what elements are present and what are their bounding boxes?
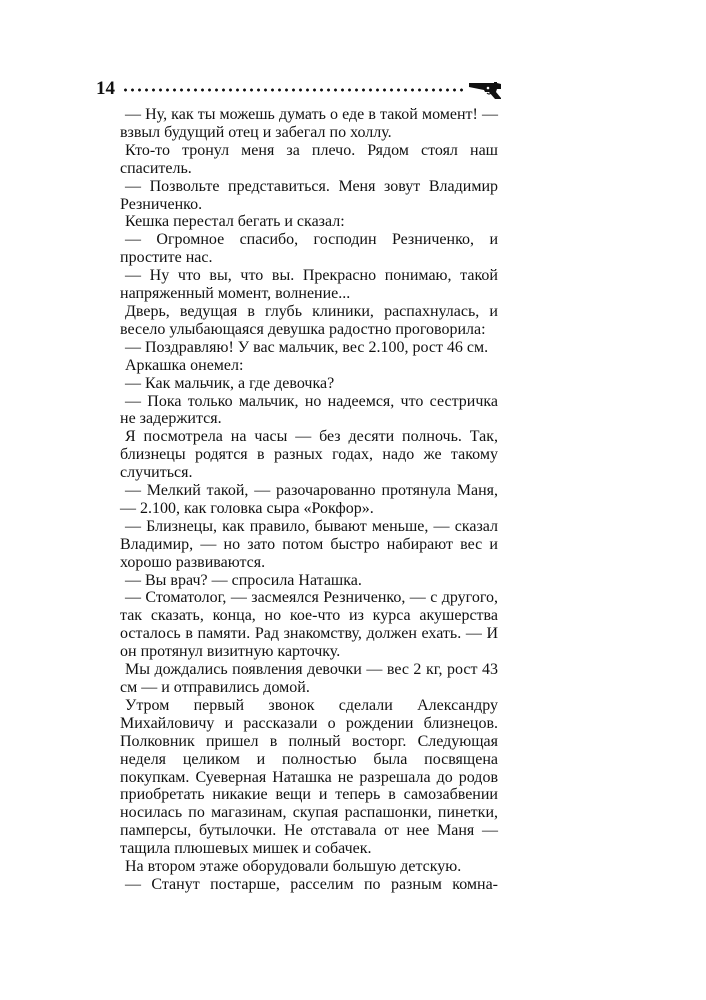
paragraph: — Как мальчик, а где девочка? <box>125 374 335 392</box>
paragraph: — Поздравляю! У вас мальчик, вес 2.100, рост 46 см. <box>125 338 489 356</box>
paragraph: Аркашка онемел: <box>125 356 244 374</box>
paragraph: — Вы врач? — спросила Наташка. <box>125 571 362 589</box>
paragraph: — Огромное спасибо, господин Резниченко, и простите нас. <box>120 231 498 267</box>
paragraph: Мы дождались появления девочки — вес 2 кг, рост 43 см — и отправились домой. <box>120 661 498 696</box>
paragraph: — Близнецы, как правило, бывают меньше, — сказал Владимир, — но зато потом быстро набирают вес и хорошо развиваются. <box>120 517 498 571</box>
revolver-icon <box>468 80 504 100</box>
paragraph: — Ну что вы, что вы. Прекрасно понимаю, такой напряженный момент, волнение... <box>120 267 498 303</box>
paragraph: — Стоматолог, — засмеялся Резниченко, — с другого, так сказать, конца, но кое-что из курса акушерства осталось в памяти. Рад знакомству, должен ехать. — И он протянул визитную карточку. <box>120 589 498 661</box>
paragraph: Я посмотрела на часы — без десяти полночь. Так, близнецы родятся в разных годах, надо же такому случиться. <box>120 428 498 482</box>
paragraph: — Станут постарше, расселим по разным комна- <box>125 875 498 893</box>
paragraph: — Позвольте представиться. Меня зовут Владимир Резниченко. <box>120 177 498 213</box>
page-number: 14 <box>96 78 115 99</box>
paragraph: — Пока только мальчик, но надеемся, что сестричка не задержится. <box>120 392 498 428</box>
running-header <box>96 76 506 104</box>
paragraph: Утром первый звонок сделали Александру Михайловичу и рассказали о рождении близнецов. Полковник пришел в полный восторг. Следующая неделя целиком и полностью была посвящена покупкам. Суеверная Наташка не разрешала до родов приобретать никакие вещи и теперь в самозабвении носилась по магазинам, скупая распашонки, пинетки, памперсы, бутылочки. Не отставала от нее Маня — тащила плюшевых мишек и собачек. <box>120 696 498 858</box>
paragraph: — Ну, как ты можешь думать о еде в такой момент! — взвыл будущий отец и забегал по холлу. <box>120 106 498 141</box>
paragraph: Кешка перестал бегать и сказал: <box>125 213 345 231</box>
body-text <box>120 106 498 894</box>
paragraph: Дверь, ведущая в глубь клиники, распахнулась, и весело улыбающаяся девушка радостно проговорила: <box>120 302 498 338</box>
paragraph: — Мелкий такой, — разочарованно протянула Маня, — 2.100, как головка сыра «Рокфор». <box>120 482 498 517</box>
paragraph: На втором этаже оборудовали большую детскую. <box>125 858 462 876</box>
paragraph: Кто-то тронул меня за плечо. Рядом стоял наш спаситель. <box>120 141 498 177</box>
dotted-leader <box>122 88 466 92</box>
